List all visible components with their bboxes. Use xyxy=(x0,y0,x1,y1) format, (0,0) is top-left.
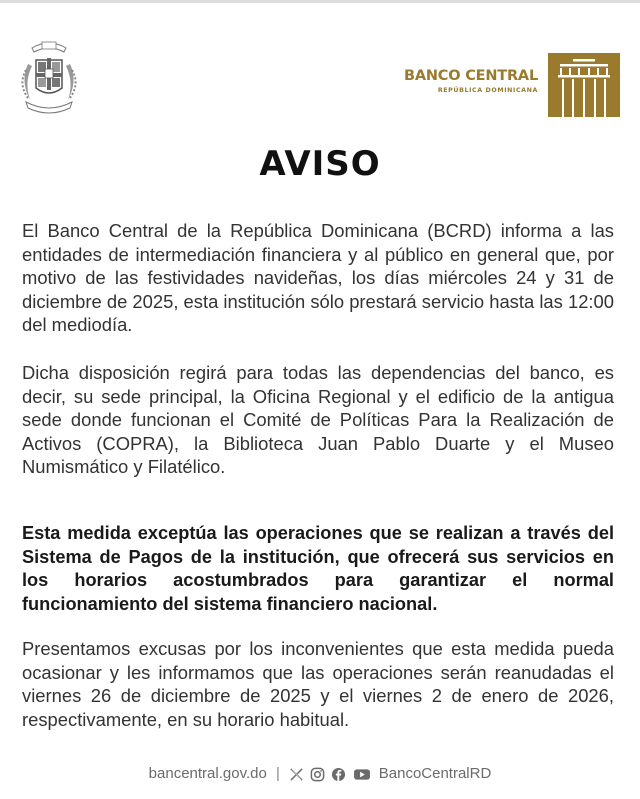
facebook-icon[interactable] xyxy=(331,767,346,782)
paragraph-announcement: El Banco Central de la República Dominicana (BCRD) informa a las entidades de intermediación financiera y al público en general que, por motivo de las festividades navideñas, los días miércoles 24 y 31 de diciembre de 2025, esta institución sólo prestará servicio hasta las 12:00 del mediodía. xyxy=(22,220,614,335)
bank-name: BANCO CENTRAL xyxy=(403,68,538,84)
bank-subtitle: REPÚBLICA DOMINICANA xyxy=(437,87,538,94)
column-building-icon xyxy=(548,53,620,117)
banco-central-logo xyxy=(402,53,620,117)
coat-of-arms-icon xyxy=(18,36,80,116)
website-link[interactable]: bancentral.gov.do xyxy=(148,765,267,783)
footer xyxy=(0,762,640,786)
notice-title: AVISO xyxy=(259,144,381,184)
x-icon[interactable] xyxy=(289,767,304,782)
paragraph-apology: Presentamos excusas por los inconvenientes que esta medida pueda ocasionar y les informamos que las operaciones serán reanudadas el viernes 26 de diciembre de 2025 y el viernes 2 de enero de 2026, respectivamente, en su horario habitual. xyxy=(22,638,614,730)
youtube-icon[interactable] xyxy=(353,767,371,782)
top-border xyxy=(0,0,640,3)
paragraph-exception: Esta medida exceptúa las operaciones que se realizan a través del Sistema de Pagos de la institución, que ofrecerá sus servicios en los horarios acostumbrados para garantizar el normal funcionamiento del sistema financiero nacional. xyxy=(22,523,614,614)
footer-separator: | xyxy=(275,765,280,783)
social-handle[interactable]: BancoCentralRD xyxy=(378,765,492,783)
paragraph-scope: Dicha disposición regirá para todas las dependencias del banco, es decir, su sede principal, la Oficina Regional y el edificio de la antigua sede donde funcionan el Comité de Políticas Para la Realización de Activos (COPRA), la Biblioteca Juan Pablo Duarte y el Museo Numismático y Filatélico. xyxy=(22,362,614,477)
instagram-icon[interactable] xyxy=(310,767,325,782)
